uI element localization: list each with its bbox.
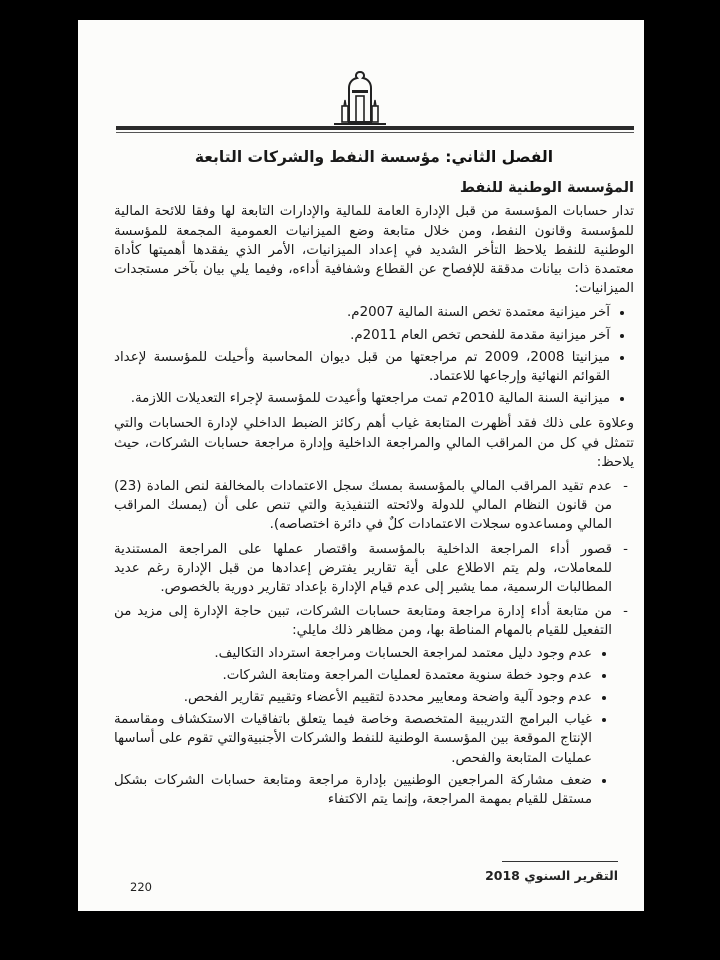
observation-item: [114, 540, 612, 598]
observation-item: [114, 477, 612, 535]
chapter-lead: الفصل الثاني:: [445, 148, 554, 166]
list-item: • آخر ميزانية معتمدة تخص السنة المالية 2007م.: [114, 303, 610, 322]
list-item: • ميزانية السنة المالية 2010م تمت مراجعتها وأعيدت للمؤسسة لإجراء التعديلات اللازمة.: [114, 389, 610, 408]
list-item: • غياب البرامج التدريبية المتخصصة وخاصة فيما يتعلق باتفاقيات الاستكشاف ومقاسمة الإنتاج الموقعة بين المؤسسة الوطنية للنفط والشركات الأجنبيةوالتي تقوم على أساسها عمليات المتابعة والفحص.: [114, 710, 592, 768]
header-rule-thin: [116, 132, 634, 133]
page-number: 220: [130, 880, 152, 894]
observation-text: قصور أداء المراجعة الداخلية بالمؤسسة واقتصار عملها على المراجعة المستندية للمعاملات، ولم يتم الاطلاع على أية تقارير يفترض إعدادها من قبل الإدارة رغم عديد المطالبات الرسمية، مما يشير إلى عدم قيام الإدارة بإعداد تقارير دورية بالخصوص.: [114, 541, 612, 596]
list-item: • عدم وجود آلية واضحة ومعايير محددة لتقييم الأعضاء وتقييم تقارير الفحص.: [114, 688, 592, 707]
observation-item: [114, 602, 612, 809]
audit-issues-list: [114, 644, 612, 810]
section-title: المؤسسة الوطنية للنفط: [459, 180, 634, 197]
page-content: [114, 148, 634, 815]
list-item: • عدم وجود دليل معتمد لمراجعة الحسابات ومراجعة استرداد التكاليف.: [114, 644, 592, 663]
observation-text: عدم تقيد المراقب المالي بالمؤسسة بمسك سجل الاعتمادات بالمخالفة لنص المادة (23) من قانون النظام المالي للدولة ولائحته التنفيذية والتي تنص على أن (يمسك المراقب المالي ومساعدوه سجلات الاعتمادات كلٌ في دائرة اختصاصه).: [114, 479, 612, 533]
list-item: • ميزانيتا 2008، 2009 تم مراجعتها من قبل ديوان المحاسبة وأحيلت للمؤسسة لإعداد القوائم النهائية وإرجاعها للاعتماد.: [114, 348, 610, 386]
national-emblem-icon: [330, 66, 390, 130]
budget-list: [114, 303, 634, 408]
footer-report-title: التقرير السنوي 2018: [485, 868, 618, 883]
header-rule: [116, 126, 634, 130]
follow-up-paragraph: وعلاوة على ذلك فقد أظهرت المتابعة غياب أهم ركائز الضبط الداخلي لإدارة الحسابات والتي تتمثل في كل من المراقب المالي والمراجعة الداخلية وإدارة مراجعة حسابات الشركات، حيث يلاحظ:: [114, 416, 634, 470]
observation-text: من متابعة أداء إدارة مراجعة ومتابعة حسابات الشركات، تبين حاجة الإدارة إلى مزيد من التفعيل للقيام بالمهام المناطة بها، ومن مظاهر ذلك مايلي:: [114, 604, 612, 639]
chapter-title: مؤسسة النفط والشركات التابعة: [194, 148, 440, 166]
chapter-heading: [114, 148, 634, 167]
list-item: • آخر ميزانية مقدمة للفحص تخص العام 2011م.: [114, 326, 610, 345]
list-item: • عدم وجود خطة سنوية معتمدة لعمليات المراجعة ومتابعة الشركات.: [114, 666, 592, 685]
observations-list: [114, 477, 634, 809]
footer-rule: [502, 861, 618, 862]
list-item: • ضعف مشاركة المراجعين الوطنيين بإدارة مراجعة ومتابعة حسابات الشركات بشكل مستقل للقيام بمهمة المراجعة، وإنما يتم الاكتفاء: [114, 771, 592, 809]
intro-paragraph: تدار حسابات المؤسسة من قبل الإدارة العامة للمالية والإدارات التابعة لها وفقا للائحة المالية للمؤسسة وقانون النفط، ومن خلال متابعة وضع الميزانيات العمومية المجمعة للمؤسسة الوطنية للنفط يلاحظ التأخر الشديد في إعداد الميزانيات، الأمر الذي يفقدها أهميتها كأداة معتمدة ذات بيانات مدققة للإفصاح عن القطاع وشفافية أداءه، وفيما يلي بيان بآخر مستجدات الميزانيات:: [114, 204, 634, 297]
document-page: [78, 20, 644, 911]
